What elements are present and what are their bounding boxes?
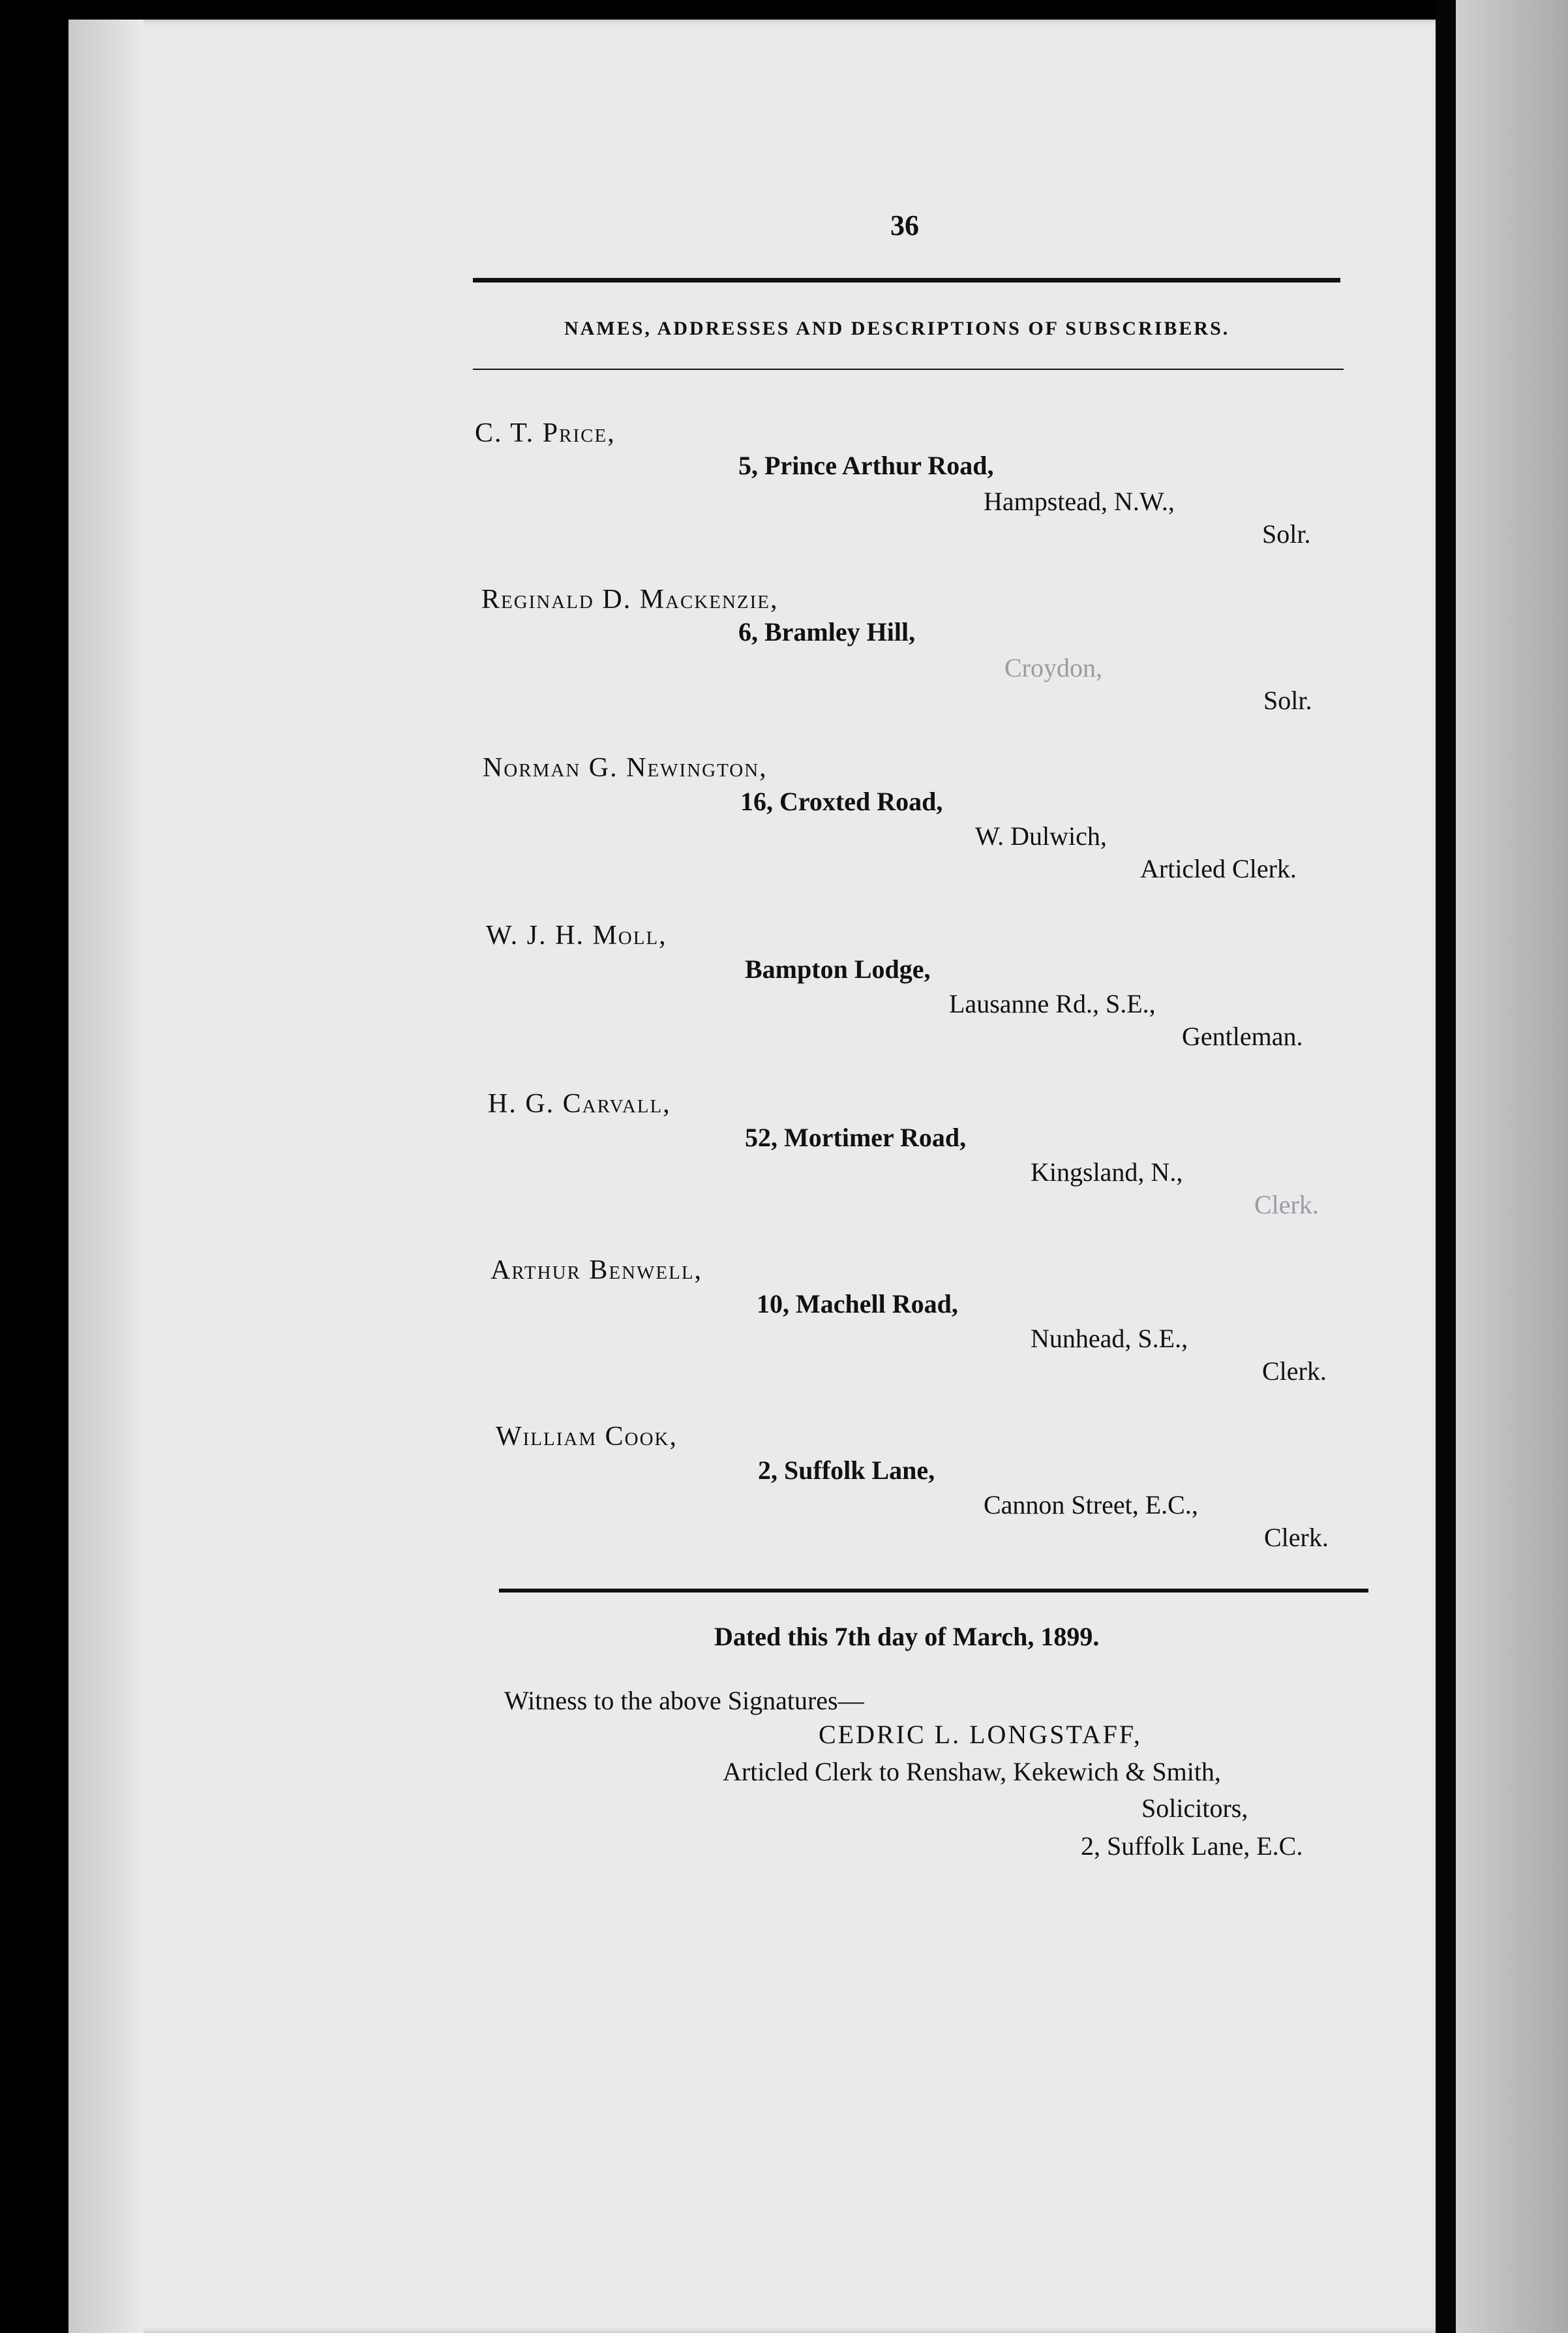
subscriber-description: Articled Clerk. — [1140, 854, 1297, 883]
subscriber-street: 2, Suffolk Lane, — [758, 1456, 935, 1485]
page-number: 36 — [890, 209, 919, 241]
subscriber-description: Solr. — [1262, 519, 1311, 549]
subscriber-name: H. G. Carvall, — [488, 1089, 671, 1119]
subscriber-description: Solr. — [1263, 686, 1312, 715]
subscriber-area: Hampstead, N.W., — [984, 487, 1175, 516]
subscriber-street: 10, Machell Road, — [757, 1289, 958, 1319]
subscriber-area: Kingsland, N., — [1031, 1157, 1183, 1187]
scan-gap — [1436, 0, 1456, 2333]
subscriber-description: Gentleman. — [1182, 1022, 1303, 1051]
subscriber-name: Arthur Benwell, — [490, 1255, 703, 1285]
subscriber-description: Clerk. — [1262, 1356, 1327, 1386]
signatory-role: Articled Clerk to Renshaw, Kekewich & Smith, — [723, 1757, 1221, 1786]
subscriber-street: 6, Bramley Hill, — [738, 617, 916, 647]
signatory-title: Solicitors, — [1141, 1793, 1248, 1823]
subscriber-street: 5, Prince Arthur Road, — [738, 451, 994, 480]
header-top-rule — [473, 278, 1340, 282]
dated-line: Dated this 7th day of March, 1899. — [714, 1622, 1100, 1651]
subscriber-name: William Cook, — [496, 1422, 678, 1452]
signatory-address: 2, Suffolk Lane, E.C. — [1081, 1831, 1303, 1861]
subscriber-street: 16, Croxted Road, — [740, 787, 943, 816]
signatory-name: CEDRIC L. LONGSTAFF, — [819, 1720, 1142, 1749]
document-page — [68, 20, 1436, 2333]
footer-rule — [499, 1589, 1368, 1593]
subscriber-street: 52, Mortimer Road, — [745, 1123, 967, 1152]
subscriber-street: Bampton Lodge, — [745, 954, 931, 984]
subscriber-area: Nunhead, S.E., — [1031, 1324, 1188, 1353]
subscriber-name: W. J. H. Moll, — [486, 921, 667, 951]
subscriber-description: Clerk. — [1264, 1523, 1329, 1552]
subscriber-area: Lausanne Rd., S.E., — [949, 989, 1156, 1018]
subscriber-area: W. Dulwich, — [975, 821, 1107, 851]
adjacent-page-edge — [1456, 0, 1568, 2333]
header-bottom-rule — [473, 369, 1344, 370]
subscriber-area: Cannon Street, E.C., — [984, 1490, 1198, 1519]
page-binding-shadow — [68, 20, 143, 2333]
subscriber-area: Croydon, — [1004, 653, 1102, 682]
subscriber-name: Reginald D. Mackenzie, — [481, 585, 779, 615]
subscriber-description: Clerk. — [1254, 1190, 1319, 1219]
subscriber-name: Norman G. Newington, — [483, 753, 768, 783]
witness-line: Witness to the above Signatures— — [504, 1686, 864, 1715]
subscriber-name: C. T. Price, — [475, 418, 616, 448]
page-header: NAMES, ADDRESSES AND DESCRIPTIONS OF SUBSCRIBERS. — [564, 318, 1230, 339]
